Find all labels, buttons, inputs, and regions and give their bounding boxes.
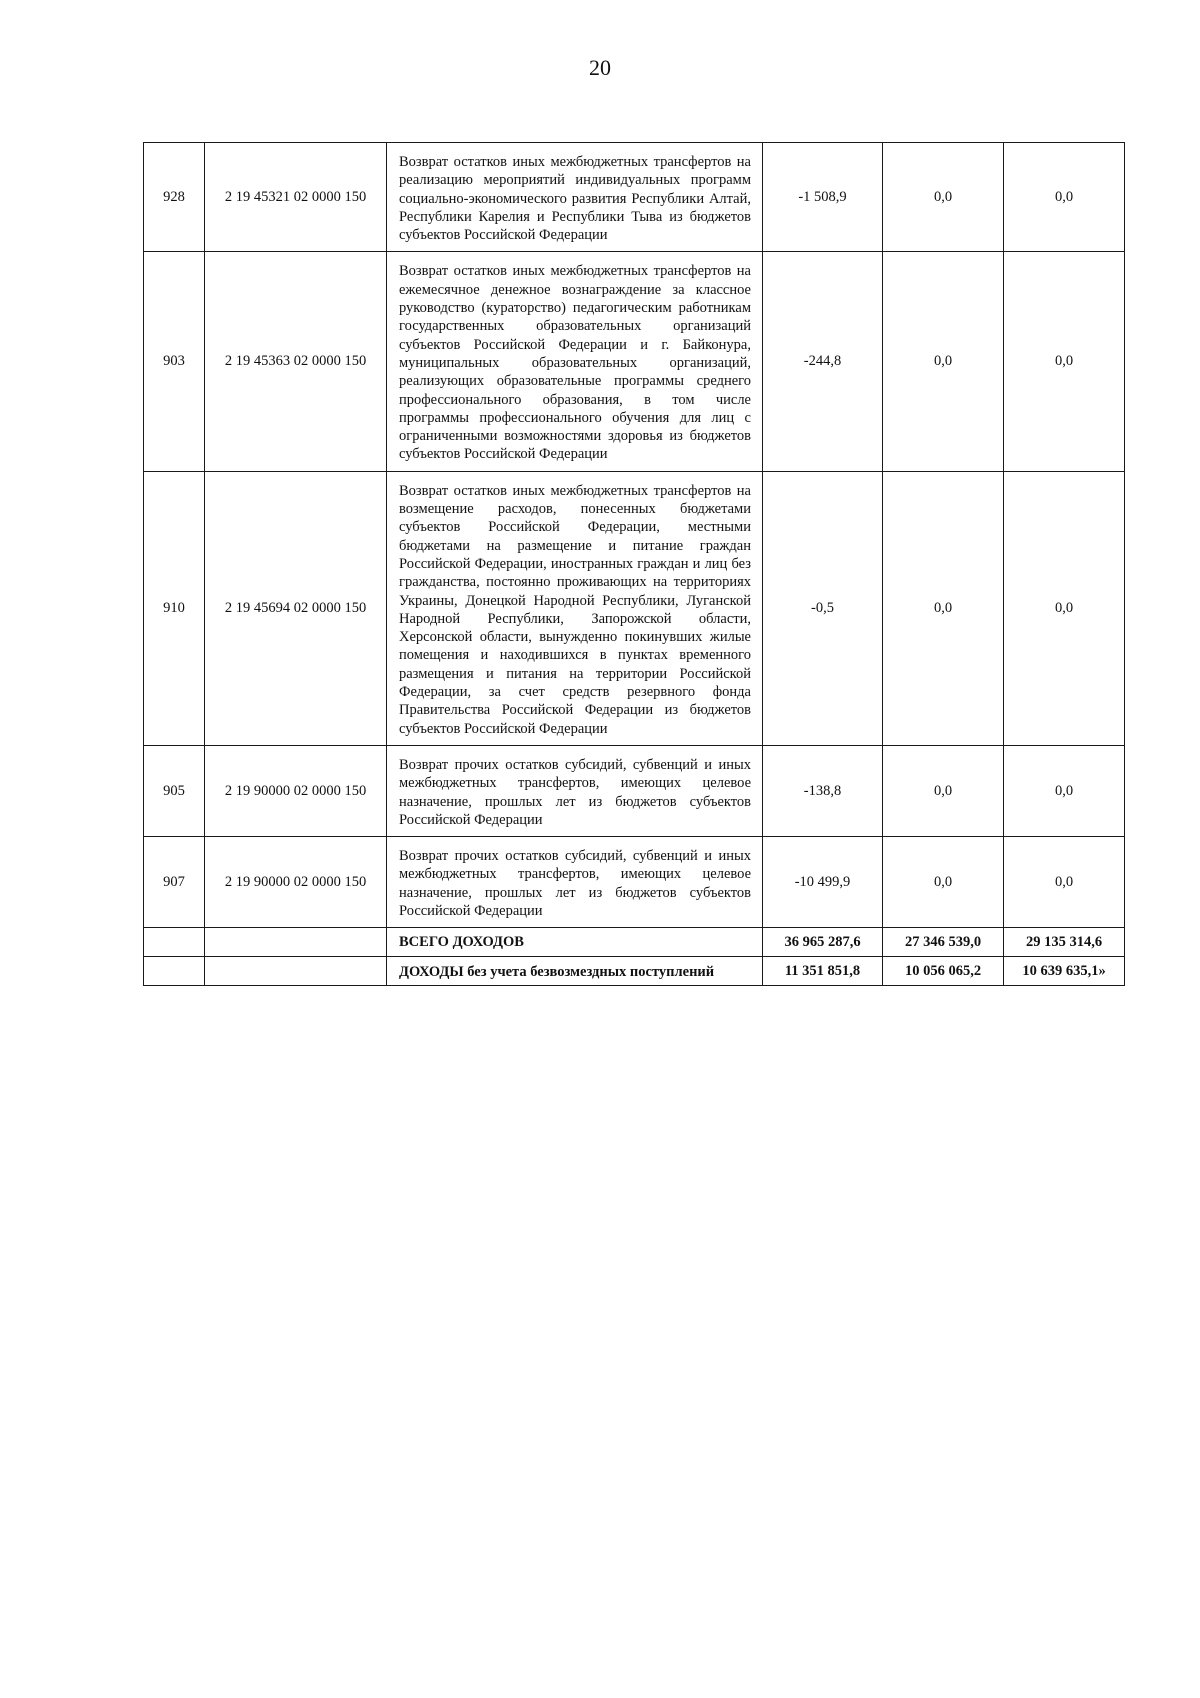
empty-cell [205,928,387,956]
year2-amount-cell: 0,0 [883,837,1004,928]
year3-amount-cell: 0,0 [1004,471,1125,745]
budget-code-cell: 2 19 45363 02 0000 150 [205,252,387,471]
year2-amount-cell: 0,0 [883,745,1004,836]
empty-cell [144,928,205,956]
empty-cell [144,956,205,985]
income-name-cell: Возврат прочих остатков субсидий, субвенций и иных межбюджетных трансфертов, имеющих целевое назначение, прошлых лет из бюджетов субъектов Российской Федерации [387,837,763,928]
empty-cell [205,956,387,985]
admin-code-cell: 910 [144,471,205,745]
admin-code-cell: 907 [144,837,205,928]
page-number: 20 [589,55,611,80]
year3-amount-cell: 0,0 [1004,252,1125,471]
year1-total-cell: 36 965 287,6 [763,928,883,956]
year2-total-cell: 10 056 065,2 [883,956,1004,985]
admin-code-cell: 905 [144,745,205,836]
year3-total-cell: 10 639 635,1» [1004,956,1125,985]
year2-total-cell: 27 346 539,0 [883,928,1004,956]
year1-total-cell: 11 351 851,8 [763,956,883,985]
income-name-cell: Возврат остатков иных межбюджетных трансфертов на ежемесячное денежное вознаграждение за классное руководство (кураторство) педагогическим работникам государственных образовательных организаций субъектов Российской Федерации и г. Байконура, муниципальных образовательных организаций, реализующих образовательные программы среднего профессионального образования, в том числе программы профессионального обучения для лиц с ограниченными возможностями здоровья из бюджетов субъектов Российской Федерации [387,252,763,471]
budget-code-cell: 2 19 90000 02 0000 150 [205,837,387,928]
year3-amount-cell: 0,0 [1004,837,1125,928]
year1-amount-cell: -0,5 [763,471,883,745]
budget-code-cell: 2 19 90000 02 0000 150 [205,745,387,836]
year3-total-cell: 29 135 314,6 [1004,928,1125,956]
year3-amount-cell: 0,0 [1004,745,1125,836]
income-name-cell: Возврат прочих остатков субсидий, субвенций и иных межбюджетных трансфертов, имеющих целевое назначение, прошлых лет из бюджетов субъектов Российской Федерации [387,745,763,836]
table-row [144,252,1125,471]
table-row [144,471,1125,745]
table-row [144,745,1125,836]
income-name-cell: Возврат остатков иных межбюджетных трансфертов на возмещение расходов, понесенных бюджетами субъектов Российской Федерации, местными бюджетами на размещение и питание граждан Российской Федерации, иностранных граждан и лиц без гражданства, постоянно проживающих на территориях Украины, Донецкой Народной Республики, Луганской Народной Республики, Запорожской области, Херсонской области, вынужденно покинувших жилые помещения и находившихся в пунктах временного размещения и питания на территории Российской Федерации, за счет средств резервного фонда Правительства Российской Федерации из бюджетов субъектов Российской Федерации [387,471,763,745]
budget-code-cell: 2 19 45321 02 0000 150 [205,143,387,252]
income-name-cell: Возврат остатков иных межбюджетных трансфертов на реализацию мероприятий индивидуальных программ социально-экономического развития Республики Алтай, Республики Карелия и Республики Тыва из бюджетов субъектов Российской Федерации [387,143,763,252]
total-row [144,956,1125,985]
year2-amount-cell: 0,0 [883,143,1004,252]
total-label-cell: ВСЕГО ДОХОДОВ [387,928,763,956]
total-row [144,928,1125,956]
year1-amount-cell: -244,8 [763,252,883,471]
table-row [144,143,1125,252]
year1-amount-cell: -138,8 [763,745,883,836]
admin-code-cell: 928 [144,143,205,252]
year1-amount-cell: -1 508,9 [763,143,883,252]
revenue-table [143,142,1125,986]
year1-amount-cell: -10 499,9 [763,837,883,928]
admin-code-cell: 903 [144,252,205,471]
total-label-cell: ДОХОДЫ без учета безвозмездных поступлений [387,956,763,985]
year2-amount-cell: 0,0 [883,252,1004,471]
year2-amount-cell: 0,0 [883,471,1004,745]
budget-code-cell: 2 19 45694 02 0000 150 [205,471,387,745]
year3-amount-cell: 0,0 [1004,143,1125,252]
table-row [144,837,1125,928]
